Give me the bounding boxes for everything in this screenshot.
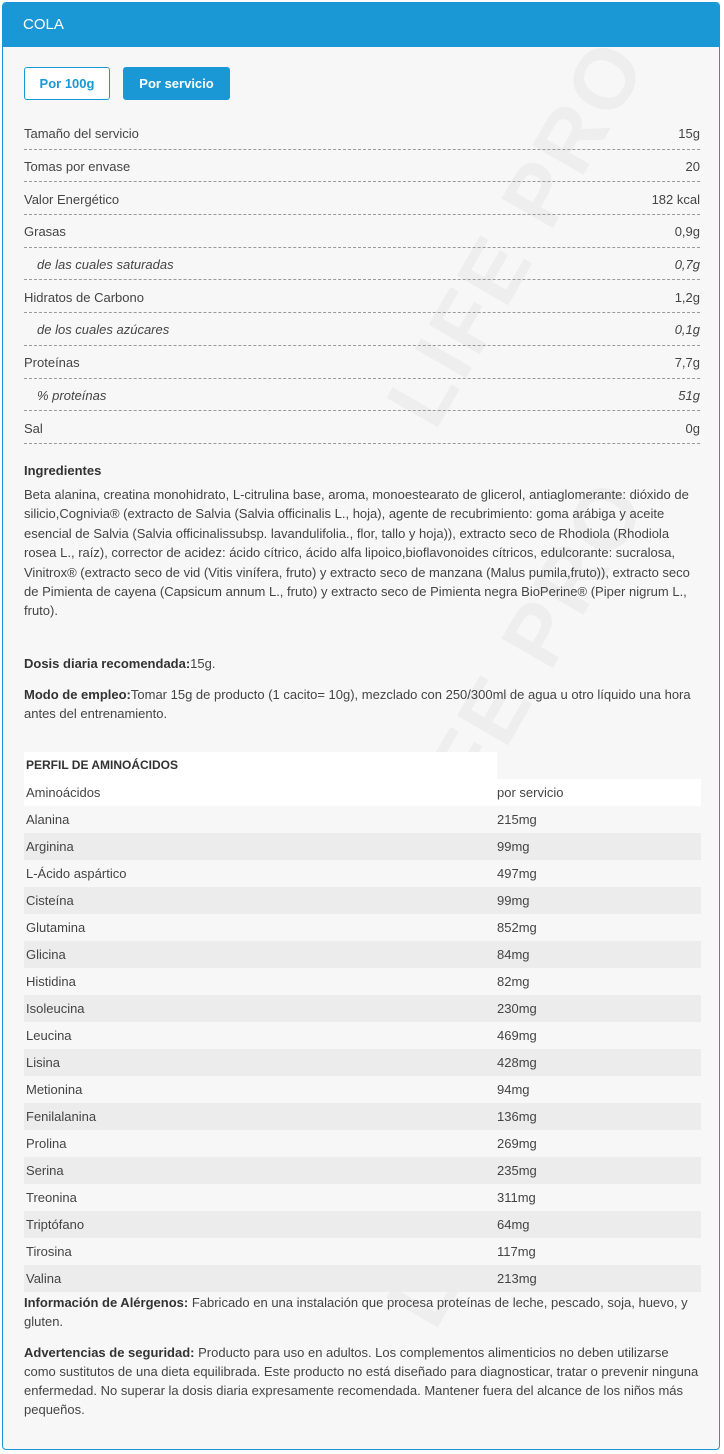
nutrition-value: 51g <box>678 387 700 403</box>
amino-value: 269mg <box>497 1136 537 1151</box>
amino-value: 84mg <box>497 947 530 962</box>
amino-row <box>24 1103 701 1130</box>
nutrition-value: 0,1g <box>674 322 700 338</box>
amino-name: Valina <box>26 1271 62 1286</box>
dose-value: 15g. <box>190 656 216 671</box>
nutrition-row <box>24 150 700 183</box>
recommended-dose <box>24 654 700 673</box>
amino-row <box>24 995 701 1022</box>
amino-row <box>24 941 701 968</box>
nutrition-row <box>24 117 700 150</box>
amino-row <box>24 1130 701 1157</box>
nutrition-label: Valor Energético <box>24 191 120 207</box>
nutrition-label: Hidratos de Carbono <box>24 289 144 305</box>
amino-col-name-header: Aminoácidos <box>26 785 101 800</box>
amino-acid-table <box>24 752 701 1292</box>
amino-value: 215mg <box>497 812 537 827</box>
amino-row <box>24 1184 701 1211</box>
amino-value: 99mg <box>497 839 530 854</box>
nutrition-row <box>24 215 700 248</box>
safety-text: Producto para uso en adultos. Los complementos alimenticios no deben utilizarse como sustitutos de una dieta equilibrada. Este producto no está diseñado para diagnosticar, tratar o prevenir ninguna enfermedad. No superar la dosis diaria expresamente recomendada. Mantener fuera del alcance de los niños más pequeños. <box>24 1345 699 1417</box>
amino-value: 64mg <box>497 1217 530 1232</box>
amino-row <box>24 1022 701 1049</box>
amino-value: 230mg <box>497 1001 537 1016</box>
amino-name: L-Ácido aspártico <box>26 866 127 881</box>
amino-name: Metionina <box>26 1082 83 1097</box>
serving-tabs <box>24 67 230 100</box>
amino-name: Isoleucina <box>26 1001 85 1016</box>
nutrition-table <box>24 117 700 444</box>
nutrition-value: 0,7g <box>674 257 700 273</box>
nutrition-row <box>24 280 700 313</box>
amino-name: Arginina <box>26 839 74 854</box>
allergen-info <box>24 1293 700 1331</box>
ingredients-title: Ingredientes <box>24 463 102 478</box>
product-info-panel <box>2 2 720 1450</box>
amino-name: Glicina <box>26 947 66 962</box>
nutrition-value: 7,7g <box>674 355 700 371</box>
nutrition-value: 0g <box>685 420 700 436</box>
amino-value: 99mg <box>497 893 530 908</box>
ingredients-text: Beta alanina, creatina monohidrato, L-citrulina base, aroma, monoestearato de glicerol, antiaglomerante: dióxido de silicio,Cognivia® (extracto de Salvia (Salvia officinalis L., hoja), agente de recubrimiento: goma arábiga y aceite esencial de Salvia (Salvia officinalissubsp. lavandulifolia., flor, tallo y hoja)), extracto seco de Rhodiola (Rhodiola rosea L., raíz), corrector de acidez: ácido cítrico, ácido alfa lipoico,bioflavonoides cítricos, edulcorante: sucralosa, Vinitrox® (extracto seco de vid (Vitis vinífera, fruto) y extracto seco de manzana (Malus pumila,fruto)), extracto seco de Pimienta de cayena (Capsicum annum L., fruto) y extracto seco de Pimienta negra BioPerine® (Piper nigrum L., fruto). <box>24 487 690 619</box>
nutrition-row <box>24 346 700 379</box>
nutrition-value: 20 <box>685 159 700 175</box>
nutrition-row <box>24 248 700 281</box>
amino-value: 82mg <box>497 974 530 989</box>
amino-header-row <box>24 779 701 806</box>
nutrition-label: Tomas por envase <box>24 159 131 175</box>
amino-name: Alanina <box>26 812 70 827</box>
tab-per-100g[interactable]: Por 100g <box>24 67 110 100</box>
dose-label: Dosis diaria recomendada: <box>24 656 191 671</box>
amino-col-value-header: por servicio <box>497 785 564 800</box>
safety-label: Advertencias de seguridad: <box>24 1345 195 1360</box>
nutrition-value: 15g <box>678 126 700 142</box>
amino-row <box>24 968 701 995</box>
amino-value: 213mg <box>497 1271 537 1286</box>
nutrition-label: de las cuales saturadas <box>37 257 174 273</box>
amino-value: 852mg <box>497 920 537 935</box>
amino-name: Fenilalanina <box>26 1109 97 1124</box>
amino-row <box>24 806 701 833</box>
safety-warnings <box>24 1343 700 1419</box>
amino-name: Prolina <box>26 1136 67 1151</box>
nutrition-row <box>24 379 700 412</box>
nutrition-label: Sal <box>24 420 43 436</box>
usage-instructions <box>24 685 700 723</box>
tab-per-serving[interactable]: Por servicio <box>123 67 230 100</box>
nutrition-value: 0,9g <box>674 224 700 240</box>
nutrition-label: Proteínas <box>24 355 80 371</box>
nutrition-label: Grasas <box>24 224 66 240</box>
amino-row <box>24 1076 701 1103</box>
amino-name: Triptófano <box>26 1217 85 1232</box>
nutrition-value: 1,2g <box>674 289 700 305</box>
allergen-label: Información de Alérgenos: <box>24 1295 189 1310</box>
nutrition-value: 182 kcal <box>651 191 700 207</box>
amino-value: 469mg <box>497 1028 537 1043</box>
nutrition-row <box>24 313 700 346</box>
amino-row <box>24 1265 701 1292</box>
amino-value: 235mg <box>497 1163 537 1178</box>
amino-row <box>24 914 701 941</box>
amino-value: 428mg <box>497 1055 537 1070</box>
amino-name: Leucina <box>26 1028 72 1043</box>
amino-table-title: PERFIL DE AMINOÁCIDOS <box>24 752 497 779</box>
amino-value: 311mg <box>497 1190 536 1205</box>
amino-name: Glutamina <box>26 920 86 935</box>
allergen-text: Fabricado en una instalación que procesa proteínas de leche, pescado, soja, huevo, y gluten. <box>24 1295 688 1329</box>
amino-name: Serina <box>26 1163 64 1178</box>
nutrition-row <box>24 411 700 444</box>
amino-name: Histidina <box>26 974 76 989</box>
amino-row <box>24 1211 701 1238</box>
nutrition-label: % proteínas <box>37 387 107 403</box>
flavor-title: COLA <box>23 16 64 33</box>
amino-name: Treonina <box>26 1190 77 1205</box>
amino-value: 136mg <box>497 1109 537 1124</box>
amino-row <box>24 833 701 860</box>
amino-row <box>24 1049 701 1076</box>
nutrition-row <box>24 182 700 215</box>
amino-value: 94mg <box>497 1082 530 1097</box>
amino-value: 497mg <box>497 866 537 881</box>
usage-value: Tomar 15g de producto (1 cacito= 10g), mezclado con 250/300ml de agua u otro líquido una hora antes del entrenamiento. <box>24 687 691 721</box>
amino-row <box>24 1238 701 1265</box>
amino-name: Lisina <box>26 1055 60 1070</box>
nutrition-label: Tamaño del servicio <box>24 126 139 142</box>
amino-row <box>24 887 701 914</box>
amino-value: 117mg <box>497 1244 536 1259</box>
usage-label: Modo de empleo: <box>24 687 131 702</box>
panel-header <box>3 3 719 47</box>
amino-row <box>24 1157 701 1184</box>
amino-name: Cisteína <box>26 893 74 908</box>
amino-row <box>24 860 701 887</box>
nutrition-label: de los cuales azúcares <box>37 322 170 338</box>
amino-name: Tirosina <box>26 1244 72 1259</box>
